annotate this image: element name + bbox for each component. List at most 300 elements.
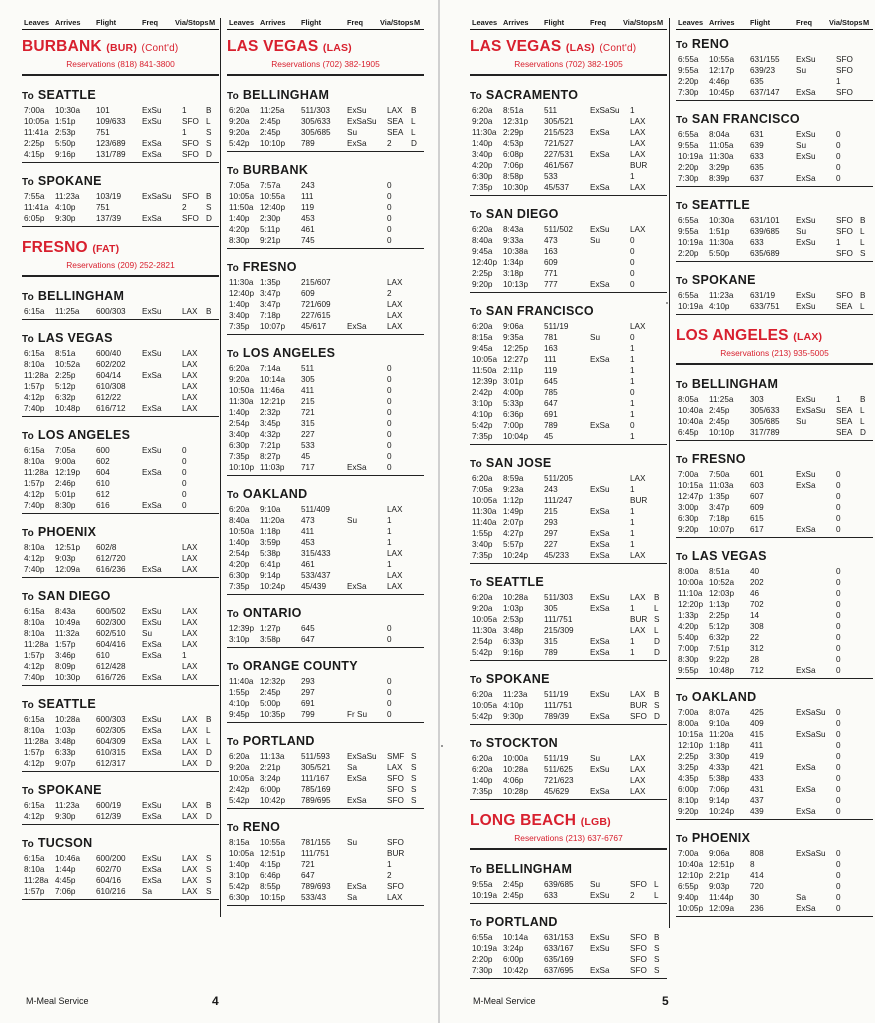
destination-block — [22, 525, 219, 578]
leaves-time: 7:30p — [678, 88, 699, 97]
flight-row — [676, 707, 873, 718]
header-via: Via/Stops — [829, 18, 863, 27]
flight-row — [22, 456, 219, 467]
flight-row — [22, 886, 219, 897]
flight-row — [676, 795, 873, 806]
arrives-time: 10:38a — [503, 247, 529, 256]
frequency: ExSa — [590, 355, 610, 364]
destination-to-label: To — [676, 201, 689, 212]
reservations-phone: Reservations (702) 382-1905 — [271, 59, 380, 69]
flight-list — [470, 932, 667, 979]
flight-row — [227, 418, 424, 429]
arrives-time: 5:38p — [709, 774, 730, 783]
origin-city-heading — [470, 37, 667, 58]
via-stops: 1 — [387, 538, 392, 547]
frequency: ExSa — [142, 468, 162, 477]
flight-row — [227, 581, 424, 592]
column-header-row — [676, 18, 873, 30]
flight-row — [470, 343, 667, 354]
frequency: ExSa — [590, 507, 610, 516]
leaves-time: 12:20p — [678, 600, 704, 609]
via-stops: 1 — [836, 395, 841, 404]
flight-row — [227, 116, 424, 127]
leaves-time: 7:00a — [24, 106, 45, 115]
continued-label: (Cont'd) — [141, 43, 179, 54]
leaves-time: 7:30p — [678, 174, 699, 183]
flight-number: 111/247 — [544, 496, 573, 505]
flight-number: 317/789 — [750, 428, 780, 437]
flight-number: 411 — [301, 527, 315, 536]
flight-row — [676, 892, 873, 903]
leaves-time: 3:40p — [472, 150, 493, 159]
via-stops: 0 — [387, 710, 392, 719]
flight-number: 600/200 — [96, 854, 126, 863]
flight-number: 409 — [750, 719, 764, 728]
via-stops: SFO — [387, 838, 404, 847]
flight-number: 308 — [750, 622, 764, 631]
origin-city-heading — [676, 326, 873, 347]
destination-heading — [22, 331, 219, 347]
destination-to-label: To — [227, 823, 240, 834]
meal-code: S — [654, 701, 660, 710]
flight-number: 453 — [301, 214, 315, 223]
arrives-time: 5:50p — [55, 139, 76, 148]
leaves-time: 2:20p — [678, 77, 699, 86]
via-stops: LAX — [182, 349, 198, 358]
leaves-time: 12:10p — [678, 871, 704, 880]
via-stops: 0 — [387, 635, 392, 644]
via-stops: 0 — [836, 589, 841, 598]
via-stops: LAX — [630, 128, 646, 137]
destination-name: RENO — [691, 37, 730, 51]
leaves-time: 7:05a — [472, 485, 493, 494]
frequency: ExSa — [590, 966, 610, 975]
meal-code: D — [860, 428, 866, 437]
flight-number: 616 — [96, 501, 110, 510]
frequency: ExSa — [590, 637, 610, 646]
destination-to-label: To — [470, 578, 483, 589]
via-stops: 1 — [387, 560, 392, 569]
flight-row — [470, 279, 667, 290]
leaves-time: 6:30p — [678, 514, 699, 523]
arrives-time: 9:06a — [709, 849, 730, 858]
flight-number: 243 — [301, 181, 315, 190]
via-stops: 0 — [836, 741, 841, 750]
leaves-time: 2:54p — [229, 549, 250, 558]
flight-number: 305/633 — [750, 406, 780, 415]
destination-block — [470, 88, 667, 196]
arrives-time: 4:06p — [503, 776, 524, 785]
via-stops: 0 — [387, 430, 392, 439]
arrives-time: 9:30p — [503, 712, 524, 721]
flight-number: 137/39 — [96, 214, 122, 223]
destination-to-label: To — [676, 40, 689, 51]
leaves-time: 7:55a — [24, 192, 45, 201]
via-stops: 1 — [836, 77, 841, 86]
leaves-time: 8:10a — [24, 543, 45, 552]
flight-list — [227, 623, 424, 648]
arrives-time: 2:21p — [709, 871, 730, 880]
arrives-time: 12:21p — [260, 397, 286, 406]
meal-code: L — [206, 737, 211, 746]
flight-row — [227, 773, 424, 784]
flight-number: 751 — [96, 203, 110, 212]
flight-number: 635/169 — [544, 955, 574, 964]
flight-number: 305 — [301, 375, 315, 384]
destination-block — [22, 331, 219, 417]
arrives-time: 2:32p — [260, 408, 281, 417]
via-stops: BUR — [387, 849, 405, 858]
via-stops: 0 — [836, 174, 841, 183]
leaves-time: 11:10a — [678, 589, 703, 598]
flight-number: 111/751 — [544, 701, 573, 710]
flight-row — [676, 65, 873, 76]
via-stops: LAX — [630, 117, 646, 126]
arrives-time: 6:36p — [503, 410, 524, 419]
frequency: ExSa — [142, 214, 162, 223]
frequency: ExSa — [347, 322, 367, 331]
leaves-time: 12:39p — [229, 624, 255, 633]
frequency: ExSa — [142, 139, 162, 148]
frequency: ExSa — [142, 651, 162, 660]
header-leaves: Leaves — [229, 18, 255, 27]
destination-heading — [227, 820, 424, 836]
flight-number: 511/19 — [544, 322, 569, 331]
arrives-time: 1:27p — [260, 624, 281, 633]
arrives-time: 9:03p — [55, 554, 76, 563]
flight-row — [22, 116, 219, 127]
flight-number: 789/39 — [544, 712, 570, 721]
via-stops: LAX — [182, 382, 198, 391]
frequency: ExSa — [796, 666, 816, 675]
arrives-time: 11:20a — [709, 730, 734, 739]
flight-number: 461 — [301, 560, 315, 569]
flight-row — [676, 654, 873, 665]
flight-number: 647 — [301, 871, 315, 880]
flight-row — [676, 173, 873, 184]
leaves-time: 7:40p — [24, 501, 45, 510]
arrives-time: 11:03a — [709, 481, 734, 490]
flight-row — [22, 149, 219, 160]
via-stops: LAX — [182, 812, 198, 821]
frequency: ExSaSu — [796, 406, 826, 415]
leaves-time: 10:05p — [678, 904, 704, 913]
arrives-time: 7:18p — [709, 514, 730, 523]
arrives-time: 12:17p — [709, 66, 735, 75]
flight-number: 602/70 — [96, 865, 122, 874]
via-stops: SEA — [387, 117, 404, 126]
flight-row — [227, 321, 424, 332]
frequency: Su — [796, 141, 807, 150]
destination-block — [227, 260, 424, 335]
arrives-time: 8:59a — [503, 474, 524, 483]
flight-row — [22, 672, 219, 683]
flight-row — [470, 376, 667, 387]
destination-name: SEATTLE — [37, 697, 96, 711]
flight-row — [22, 661, 219, 672]
via-stops: LAX — [630, 322, 646, 331]
arrives-time: 6:00p — [260, 785, 281, 794]
destination-block — [22, 88, 219, 163]
arrives-time: 12:27p — [503, 355, 529, 364]
flight-row — [227, 676, 424, 687]
leaves-time: 3:40p — [229, 311, 250, 320]
arrives-time: 12:09a — [55, 565, 81, 574]
destination-name: SAN DIEGO — [37, 589, 111, 603]
origin-city-code: (LGB) — [580, 816, 611, 828]
flight-list — [470, 689, 667, 725]
via-stops: LAX — [630, 787, 646, 796]
flight-number: 215/607 — [301, 278, 331, 287]
flight-number: 511 — [544, 106, 558, 115]
flight-row — [22, 747, 219, 758]
via-stops: SFO — [836, 249, 853, 258]
flight-row — [470, 332, 667, 343]
arrives-time: 10:52a — [709, 578, 735, 587]
flight-list — [227, 837, 424, 906]
flight-number: 609 — [544, 258, 558, 267]
flight-row — [22, 553, 219, 564]
flight-number: 781 — [544, 333, 558, 342]
frequency: ExSa — [347, 463, 367, 472]
flight-row — [22, 564, 219, 575]
flight-row — [227, 559, 424, 570]
flight-row — [22, 650, 219, 661]
header-meal: M — [657, 18, 664, 27]
frequency: ExSa — [796, 763, 816, 772]
scan-speck — [441, 745, 443, 747]
meal-code: L — [860, 227, 865, 236]
via-stops: 1 — [630, 172, 635, 181]
origin-city-heading — [470, 811, 667, 832]
arrives-time: 12:51p — [709, 860, 735, 869]
destination-block — [22, 697, 219, 772]
leaves-time: 7:00a — [678, 470, 699, 479]
via-stops: 0 — [836, 600, 841, 609]
destination-block — [227, 606, 424, 648]
arrives-time: 10:07p — [260, 322, 286, 331]
destination-to-label: To — [22, 177, 35, 188]
arrives-time: 6:32p — [55, 393, 76, 402]
via-stops: SFO — [630, 955, 647, 964]
frequency: ExSa — [347, 582, 367, 591]
destination-heading — [22, 289, 219, 305]
flight-row — [676, 632, 873, 643]
flight-number: 511 — [301, 364, 315, 373]
arrives-time: 11:44p — [709, 893, 734, 902]
leaves-time: 10:15a — [678, 481, 704, 490]
header-via: Via/Stops — [623, 18, 657, 27]
meal-code: L — [654, 880, 659, 889]
leaves-time: 9:55a — [472, 880, 493, 889]
flight-row — [227, 429, 424, 440]
origin-city-heading — [22, 37, 219, 58]
via-stops: SFO — [836, 216, 853, 225]
flight-number: 785 — [544, 388, 558, 397]
destination-heading — [676, 549, 873, 565]
arrives-time: 4:00p — [503, 388, 524, 397]
flight-number: 777 — [544, 280, 558, 289]
arrives-time: 11:23a — [709, 291, 734, 300]
flight-number: 721/527 — [544, 139, 574, 148]
flight-number: 612/428 — [96, 662, 126, 671]
frequency: ExSa — [142, 748, 162, 757]
flight-row — [22, 500, 219, 511]
via-stops: 0 — [836, 470, 841, 479]
leaves-time: 7:40p — [24, 404, 45, 413]
via-stops: 0 — [836, 882, 841, 891]
via-stops: 1 — [630, 540, 635, 549]
flight-number: 637/147 — [750, 88, 780, 97]
leaves-time: 6:05p — [24, 214, 45, 223]
arrives-time: 10:14a — [503, 933, 529, 942]
arrives-time: 11:20a — [260, 516, 285, 525]
meal-code: S — [206, 865, 212, 874]
flight-row — [227, 451, 424, 462]
leaves-time: 6:15a — [24, 801, 45, 810]
destination-block — [676, 549, 873, 679]
meal-code: D — [206, 214, 212, 223]
arrives-time: 4:10p — [503, 701, 524, 710]
flight-row — [676, 599, 873, 610]
meal-code: S — [206, 876, 212, 885]
arrives-time: 3:01p — [503, 377, 524, 386]
origin-city-code: (LAX) — [793, 331, 823, 343]
leaves-time: 6:55a — [678, 130, 699, 139]
flight-row — [470, 387, 667, 398]
flight-row — [470, 775, 667, 786]
arrives-time: 12:51p — [55, 543, 81, 552]
arrives-time: 10:48p — [709, 666, 735, 675]
arrives-time: 10:10p — [260, 139, 286, 148]
meal-code: B — [206, 307, 212, 316]
flight-number: 421 — [750, 763, 764, 772]
frequency: ExSa — [796, 88, 816, 97]
flight-row — [470, 943, 667, 954]
flight-row — [676, 87, 873, 98]
flight-number: 633 — [750, 152, 764, 161]
leaves-time: 6:15a — [24, 446, 45, 455]
leaves-time: 6:15a — [24, 307, 45, 316]
frequency: Su — [796, 66, 807, 75]
arrives-time: 6:33p — [55, 748, 76, 757]
via-stops: BUR — [630, 701, 648, 710]
destination-to-label: To — [227, 737, 240, 748]
frequency: ExSu — [590, 765, 610, 774]
frequency: ExSa — [142, 501, 162, 510]
leaves-time: 11:30a — [472, 128, 497, 137]
via-stops: 0 — [836, 503, 841, 512]
flight-row — [676, 301, 873, 312]
leaves-time: 8:10a — [24, 360, 45, 369]
via-stops: LAX — [182, 543, 198, 552]
flight-number: 461 — [301, 225, 315, 234]
leaves-time: 9:20a — [472, 604, 493, 613]
flight-row — [22, 853, 219, 864]
flight-number: 612 — [96, 490, 110, 499]
flight-number: 45 — [301, 452, 311, 461]
leaves-time: 5:40p — [678, 633, 699, 642]
flight-row — [470, 354, 667, 365]
leaves-time: 11:28a — [24, 876, 49, 885]
flight-row — [676, 729, 873, 740]
destination-name: FRESNO — [242, 260, 297, 274]
flight-row — [227, 795, 424, 806]
flight-number: 789/693 — [301, 882, 331, 891]
flight-number: 720 — [750, 882, 764, 891]
via-stops: 0 — [182, 501, 187, 510]
destination-heading — [470, 304, 667, 320]
leaves-time: 10:19a — [472, 891, 498, 900]
frequency: ExSaSu — [590, 106, 620, 115]
meal-code: L — [411, 128, 416, 137]
via-stops: LAX — [630, 150, 646, 159]
leaves-time: 5:42p — [472, 421, 493, 430]
destination-heading — [676, 452, 873, 468]
flight-number: 799 — [301, 710, 315, 719]
via-stops: LAX — [182, 737, 198, 746]
column-header-row — [227, 18, 424, 30]
flight-number: 781/155 — [301, 838, 331, 847]
frequency: ExSa — [347, 139, 367, 148]
leaves-time: 8:10a — [24, 457, 45, 466]
flight-row — [227, 396, 424, 407]
arrives-time: 11:23a — [55, 801, 80, 810]
destination-name: SACRAMENTO — [485, 88, 579, 102]
flight-number: 45/233 — [544, 551, 570, 560]
arrives-time: 9:30p — [55, 812, 76, 821]
destination-name: TUCSON — [37, 836, 93, 850]
arrives-time: 1:51p — [55, 117, 76, 126]
leaves-time: 8:40a — [229, 516, 250, 525]
arrives-time: 5:11p — [260, 225, 280, 234]
meal-code: B — [654, 593, 660, 602]
via-stops: LAX — [387, 549, 403, 558]
flight-list — [676, 566, 873, 679]
flight-number: 227 — [544, 540, 558, 549]
flight-number: 745 — [301, 236, 315, 245]
flight-number: 243 — [544, 485, 558, 494]
via-stops: 0 — [836, 774, 841, 783]
destination-name: SPOKANE — [37, 174, 102, 188]
leaves-time: 10:40a — [678, 417, 704, 426]
arrives-time: 10:28p — [503, 787, 529, 796]
via-stops: SFO — [836, 66, 853, 75]
flight-number: 293 — [544, 518, 558, 527]
destination-heading — [22, 697, 219, 713]
destination-name: BELLINGHAM — [242, 88, 330, 102]
frequency: Su — [590, 880, 601, 889]
destination-name: SAN DIEGO — [485, 207, 559, 221]
flight-row — [227, 224, 424, 235]
flight-row — [22, 370, 219, 381]
flight-number: 639/685 — [544, 880, 574, 889]
via-stops: 0 — [836, 871, 841, 880]
via-stops: LAX — [387, 582, 403, 591]
arrives-time: 9:10a — [709, 719, 730, 728]
flight-row — [676, 577, 873, 588]
frequency: Sa — [347, 763, 358, 772]
frequency: Su — [347, 128, 358, 137]
destination-to-label: To — [676, 276, 689, 287]
arrives-time: 8:51a — [55, 349, 76, 358]
leaves-time: 2:54p — [472, 637, 493, 646]
leaves-time: 11:30a — [472, 507, 497, 516]
destination-heading — [227, 346, 424, 362]
leaves-time: 6:15a — [24, 715, 45, 724]
arrives-time: 11:13a — [260, 752, 285, 761]
arrives-time: 7:05a — [55, 446, 76, 455]
